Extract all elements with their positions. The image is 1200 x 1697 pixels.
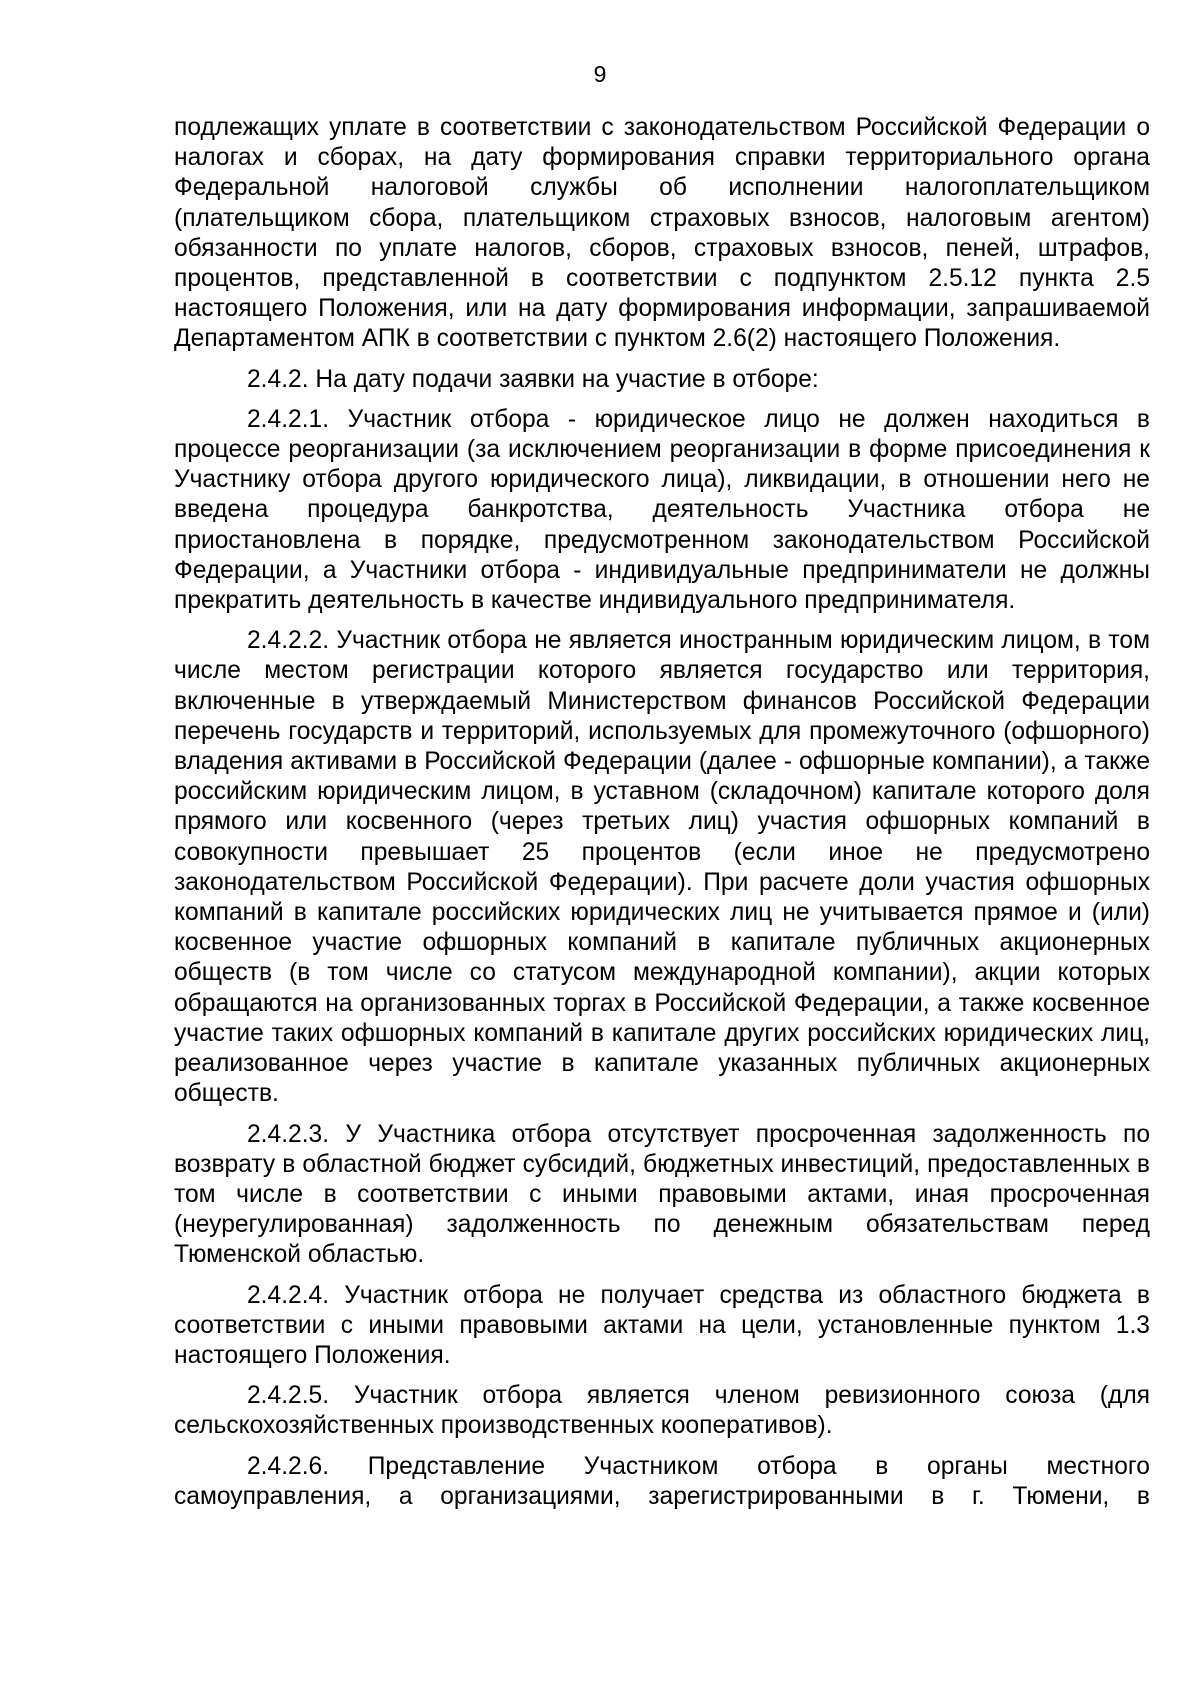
document-body: [174, 113, 1150, 1522]
paragraph-2-4-2-4: 2.4.2.4. Участник отбора не получает средства из областного бюджета в соответствии с иными правовыми актами на цели, установленные пунктом 1.3 настоящего Положения.: [174, 1281, 1150, 1369]
paragraph-2-4-2-1: 2.4.2.1. Участник отбора - юридическое лицо не должен находиться в процессе реорганизации (за исключением реорганизации в форме присоединения к Участнику отбора другого юридического лица), ликвидации, в отношении него не введена процедура банкротства, деятельность Участника отбора не приостановлена в порядке, предусмотренном законодательством Российской Федерации, а Участники отбора - индивидуальные предприниматели не должны прекратить деятельность в качестве индивидуального предпринимателя.: [174, 405, 1150, 615]
paragraph-2-4-2: 2.4.2. На дату подачи заявки на участие в отборе:: [247, 365, 819, 393]
paragraph-2-4-2-5: 2.4.2.5. Участник отбора является членом ревизионного союза (для сельскохозяйственных производственных кооперативов).: [174, 1382, 1150, 1440]
page-number: 9: [593, 61, 607, 87]
paragraph-2-4-2-2: 2.4.2.2. Участник отбора не является иностранным юридическим лицом, в том числе местом регистрации которого является государство или территория, включенные в утверждаемый Министерством финансов Российской Федерации перечень государств и территорий, используемых для промежуточного (офшорного) владения активами в Российской Федерации (далее - офшорные компании), а также российским юридическим лицом, в уставном (складочном) капитале которого доля прямого или косвенного (через третьих лиц) участия офшорных компаний в совокупности превышает 25 процентов (если иное не предусмотрено законодательством Российской Федерации). При расчете доли участия офшорных компаний в капитале российских юридических лиц не учитывается прямое и (или) косвенное участие офшорных компаний в капитале публичных акционерных обществ (в том числе со статусом международной компании), акции которых обращаются на организованных торгах в Российской Федерации, а также косвенное участие таких офшорных компаний в капитале других российских юридических лиц, реализованное через участие в капитале указанных публичных акционерных обществ.: [174, 627, 1150, 1108]
paragraph-continuation: подлежащих уплате в соответствии с законодательством Российской Федерации о налогах и сборах, на дату формирования справки территориального органа Федеральной налоговой службы об исполнении налогоплательщиком (плательщиком сбора, плательщиком страховых взносов, налоговым агентом) обязанности по уплате налогов, сборов, страховых взносов, пеней, штрафов, процентов, представленной в соответствии с подпунктом 2.5.12 пункта 2.5 настоящего Положения, или на дату формирования информации, запрашиваемой Департаментом АПК в соответствии с пунктом 2.6(2) настоящего Положения.: [174, 114, 1150, 353]
paragraph-2-4-2-3: 2.4.2.3. У Участника отбора отсутствует просроченная задолженность по возврату в областной бюджет субсидий, бюджетных инвестиций, предоставленных в том числе в соответствии с иными правовыми актами, иная просроченная (неурегулированная) задолженность по денежным обязательствам перед Тюменской областью.: [174, 1120, 1150, 1269]
paragraph-2-4-2-6: 2.4.2.6. Представление Участником отбора в органы местного самоуправления, а организациями, зарегистрированными в г. Тюмени, в: [174, 1452, 1150, 1510]
